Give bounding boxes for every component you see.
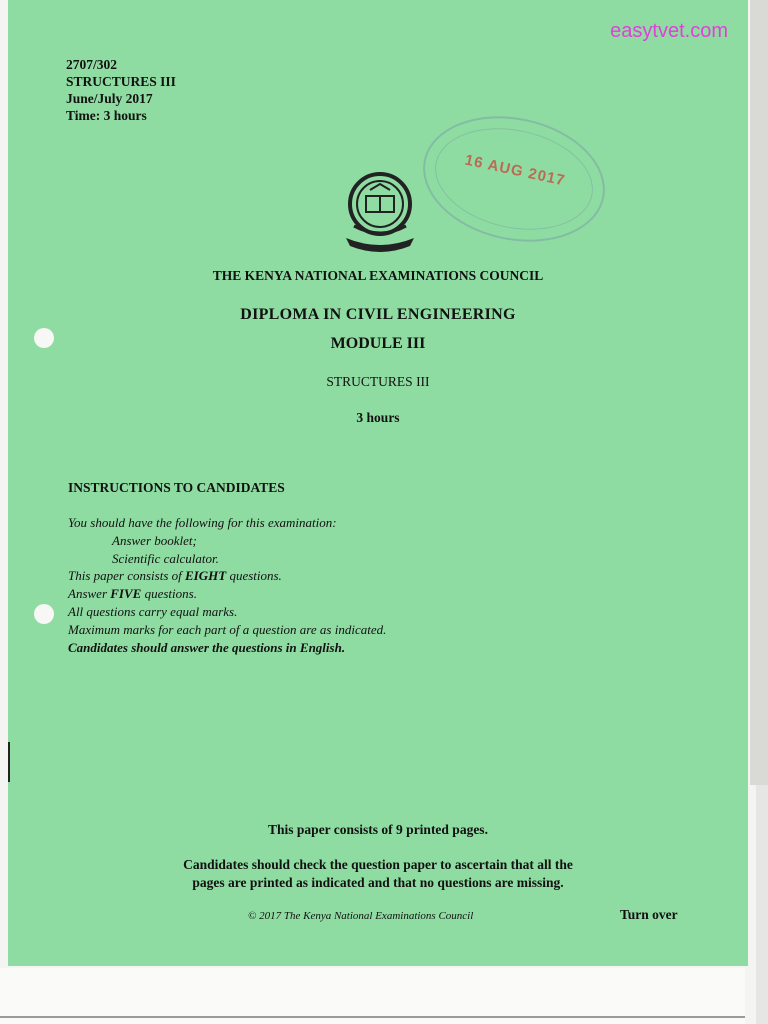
- instructions-heading: INSTRUCTIONS TO CANDIDATES: [68, 480, 285, 495]
- page-edge-line: [0, 1016, 745, 1018]
- stamp-date: 16 AUG 2017: [463, 151, 567, 190]
- watermark-text[interactable]: easytvet.com: [610, 20, 728, 42]
- paper-time: Time: 3 hours: [66, 108, 147, 123]
- instruction-line: Scientific calculator.: [112, 550, 219, 566]
- edge-mark: [8, 742, 10, 782]
- paper-session: June/July 2017: [66, 91, 153, 106]
- check-note: Candidates should check the question paper to ascertain that all the pages are printed as indicated and that no questions are missing.: [183, 857, 573, 890]
- instruction-line: This paper consists of EIGHT questions.: [68, 568, 282, 584]
- council-name: THE KENYA NATIONAL EXAMINATIONS COUNCIL: [212, 268, 544, 283]
- pages-note: This paper consists of 9 printed pages.: [268, 822, 488, 837]
- exam-cover-sheet: [8, 0, 748, 966]
- instruction-line: You should have the following for this examination:: [68, 515, 337, 530]
- module-title: MODULE III: [330, 335, 426, 352]
- subject-title: STRUCTURES III: [326, 374, 430, 389]
- instruction-line: Answer booklet;: [112, 532, 197, 548]
- turn-over: Turn over: [620, 907, 678, 922]
- scan-edge: [750, 0, 768, 785]
- punch-hole: [34, 604, 54, 624]
- copyright: © 2017 The Kenya National Examinations Council: [248, 910, 474, 922]
- punch-hole: [34, 328, 54, 348]
- scan-edge-lower: [756, 785, 768, 1024]
- duration: 3 hours: [356, 410, 400, 425]
- knec-crest-icon: [340, 166, 420, 261]
- instruction-line: Candidates should answer the questions in English.: [68, 639, 346, 655]
- paper-subject: STRUCTURES III: [66, 74, 176, 89]
- instruction-line: All questions carry equal marks.: [68, 603, 238, 619]
- instructions-list: [68, 514, 386, 656]
- paper-header: [66, 56, 176, 124]
- instruction-line: Maximum marks for each part of a question are as indicated.: [68, 621, 387, 637]
- paper-code: 2707/302: [66, 57, 118, 72]
- instruction-line: Answer FIVE questions.: [68, 586, 197, 602]
- diploma-title: DIPLOMA IN CIVIL ENGINEERING: [240, 306, 516, 323]
